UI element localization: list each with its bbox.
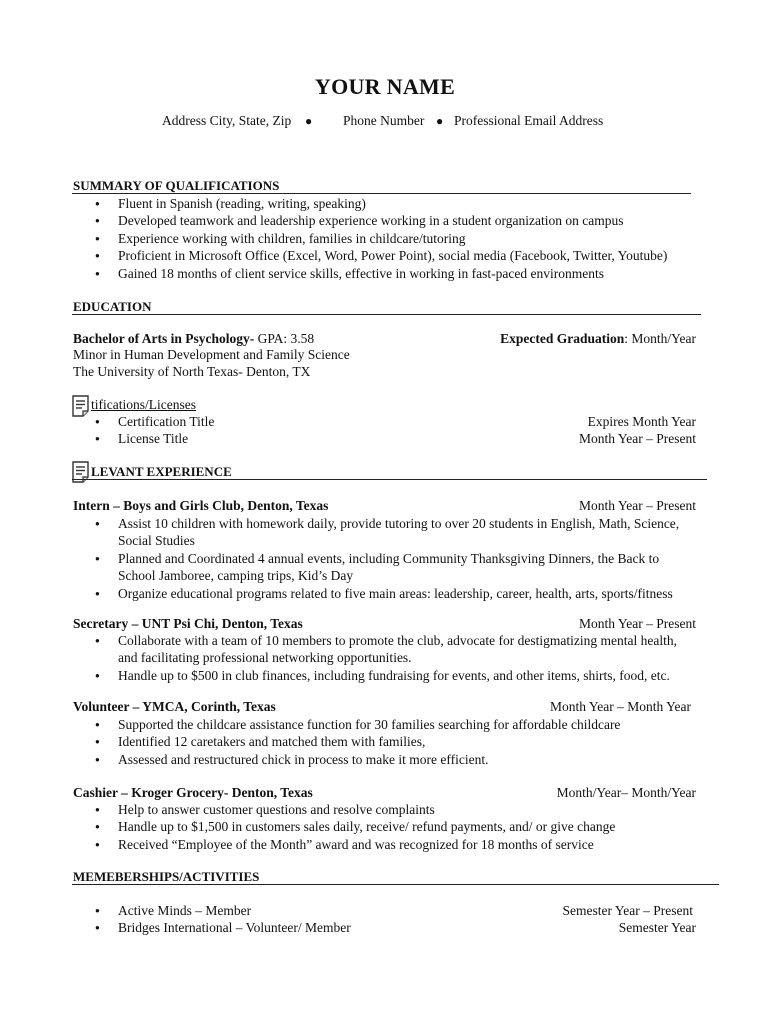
- degree-line: [73, 331, 314, 347]
- list-item: ● Received “Employee of the Month” award and was recognized for 18 months of service: [94, 836, 615, 853]
- job-duties-list: [94, 801, 615, 853]
- contact-address: Address City, State, Zip: [162, 113, 292, 128]
- graduation-date: [500, 331, 696, 347]
- degree-title: Bachelor of Arts in Psychology-: [73, 331, 255, 346]
- job-date: Month Year – Present: [579, 616, 696, 631]
- section-divider: [72, 193, 691, 194]
- list-item: ● Experience working with children, families in childcare/tutoring: [94, 230, 667, 247]
- gpa: GPA: 3.58: [254, 331, 315, 346]
- list-item: ● Help to answer customer questions and resolve complaints: [94, 801, 615, 818]
- minor-line: Minor in Human Development and Family Science: [73, 347, 350, 362]
- list-item: ● Certification Title: [94, 413, 214, 430]
- section-divider: [72, 884, 719, 885]
- list-item: ● Active Minds – Member: [94, 902, 351, 919]
- membership-date: Semester Year: [618, 920, 696, 935]
- list-item: ● Supported the childcare assistance function for 30 families searching for affordable childcare: [94, 716, 620, 733]
- list-item: ● Planned and Coordinated 4 annual events, including Community Thanksgiving Dinners, the Back to School Jamboree, camping trips, Kid’s Day: [94, 550, 679, 585]
- list-item: ● Collaborate with a team of 10 members to promote the club, advocate for destigmatizing mental health, and facilitating professional networking opportunities.: [94, 632, 677, 667]
- list-item: ● Developed teamwork and leadership experience working in a student organization on campus: [94, 212, 667, 229]
- school-line: The University of North Texas- Denton, TX: [73, 364, 311, 379]
- list-item: ● Proficient in Microsoft Office (Excel, Word, Power Point), social media (Facebook, Twitter, Youtube): [94, 247, 667, 264]
- list-item: ● Handle up to $500 in club finances, including fundraising for events, and other items, shirts, food, etc.: [94, 667, 677, 684]
- list-item: ● License Title: [94, 430, 214, 447]
- experience-heading: LEVANT EXPERIENCE: [91, 464, 232, 479]
- memberships-list: [94, 902, 351, 937]
- list-item: ● Handle up to $1,500 in customers sales daily, receive/ refund payments, and/ or give change: [94, 818, 615, 835]
- bullet-separator: ●: [305, 114, 313, 128]
- section-divider: [72, 479, 707, 480]
- summary-heading: SUMMARY OF QUALIFICATIONS: [73, 178, 280, 193]
- job-duties-list: [94, 632, 677, 684]
- job-title: Intern – Boys and Girls Club, Denton, Texas: [73, 498, 329, 513]
- job-duties-list: [94, 716, 620, 768]
- note-icon[interactable]: [72, 395, 89, 417]
- certifications-heading: tifications/Licenses: [91, 397, 196, 412]
- list-item: ● Gained 18 months of client service skills, effective in working in fast-paced environments: [94, 265, 667, 282]
- job-title: Secretary – UNT Psi Chi, Denton, Texas: [73, 616, 303, 631]
- job-title: Cashier – Kroger Grocery- Denton, Texas: [73, 785, 313, 800]
- contact-phone: Phone Number: [343, 113, 425, 128]
- job-date: Month Year – Present: [579, 498, 696, 513]
- graduation-value: : Month/Year: [624, 331, 696, 346]
- certification-date: Expires Month Year: [587, 414, 696, 429]
- membership-date: Semester Year – Present: [562, 903, 693, 918]
- certifications-list: [94, 413, 214, 448]
- resume-name: YOUR NAME: [314, 74, 456, 99]
- list-item: ● Assist 10 children with homework daily, provide tutoring to over 20 students in English, Math, Science, Social Studies: [94, 515, 679, 550]
- memberships-heading: MEMEBERSHIPS/ACTIVITIES: [73, 869, 260, 884]
- job-duties-list: [94, 515, 679, 602]
- job-date: Month/Year– Month/Year: [556, 785, 696, 800]
- list-item: ● Identified 12 caretakers and matched them with families,: [94, 733, 620, 750]
- list-item: ● Fluent in Spanish (reading, writing, speaking): [94, 195, 667, 212]
- bullet-separator: ●: [436, 114, 444, 128]
- license-date: Month Year – Present: [579, 431, 696, 446]
- education-heading: EDUCATION: [73, 299, 152, 314]
- job-date: Month Year – Month Year: [549, 699, 691, 714]
- list-item: ● Bridges International – Volunteer/ Member: [94, 919, 351, 936]
- list-item: ● Organize educational programs related to five main areas: leadership, career, health, arts, sports/fitness: [94, 585, 679, 602]
- contact-email: Professional Email Address: [454, 113, 604, 128]
- graduation-label: Expected Graduation: [500, 331, 625, 346]
- section-divider: [72, 314, 701, 315]
- summary-list: [94, 195, 667, 282]
- list-item: ● Assessed and restructured chick in process to make it more efficient.: [94, 751, 620, 768]
- job-title: Volunteer – YMCA, Corinth, Texas: [73, 699, 276, 714]
